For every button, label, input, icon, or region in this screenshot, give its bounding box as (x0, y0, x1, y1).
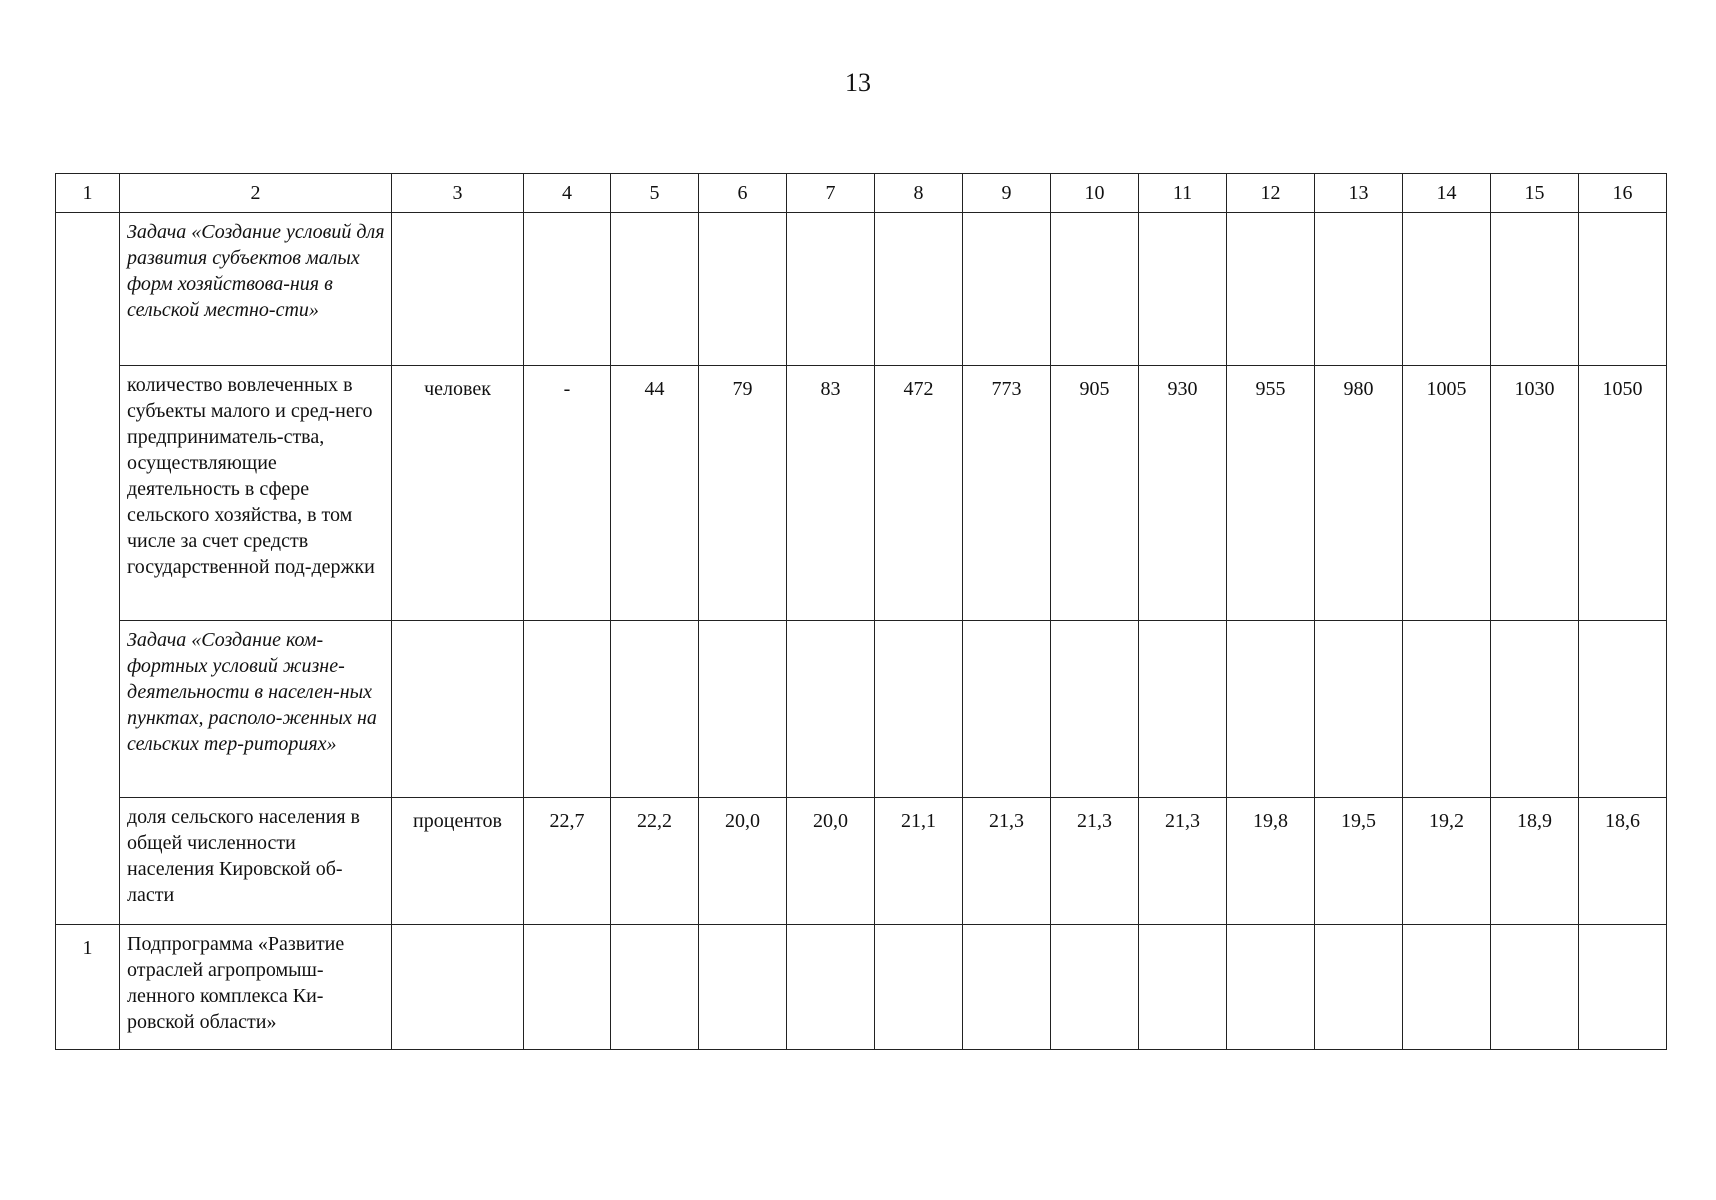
unit-cell (392, 621, 524, 798)
table-row (56, 366, 1667, 621)
value-cell (524, 213, 611, 366)
value-cell: 1030 (1491, 366, 1579, 621)
value-cell: 21,1 (875, 798, 963, 925)
value-cell: 1050 (1579, 366, 1667, 621)
value-cell (787, 925, 875, 1050)
table-row (56, 213, 1667, 366)
value-cell (1491, 621, 1579, 798)
value-cell: 22,7 (524, 798, 611, 925)
table-header-row (56, 174, 1667, 213)
header-cell: 6 (699, 174, 787, 213)
value-cell (963, 621, 1051, 798)
value-cell (1315, 621, 1403, 798)
row-index-cell (56, 213, 120, 925)
header-cell: 8 (875, 174, 963, 213)
value-cell: 19,5 (1315, 798, 1403, 925)
task-name-cell: Задача «Создание ком-фортных условий жизне-деятельности в населен-ных пунктах, располо-женных на сельских тер-риториях» (120, 621, 392, 798)
subprogram-name-cell: Подпрограмма «Развитие отраслей агропромыш-ленного комплекса Ки-ровской области» (120, 925, 392, 1050)
value-cell (699, 213, 787, 366)
value-cell: 19,2 (1403, 798, 1491, 925)
header-cell: 2 (120, 174, 392, 213)
value-cell (1403, 621, 1491, 798)
value-cell (1051, 925, 1139, 1050)
value-cell: 21,3 (1051, 798, 1139, 925)
value-cell (699, 621, 787, 798)
value-cell (1139, 925, 1227, 1050)
header-cell: 12 (1227, 174, 1315, 213)
value-cell (1139, 213, 1227, 366)
indicator-name-cell: доля сельского населения в общей численности населения Кировской об-ласти (120, 798, 392, 925)
value-cell (875, 925, 963, 1050)
indicator-name-cell: количество вовлеченных в субъекты малого и сред-него предприниматель-ства, осуществляющие деятельность в сфере сельского хозяйства, в том числе за счет средств государственной под-держки (120, 366, 392, 621)
value-cell (1315, 925, 1403, 1050)
unit-cell (392, 213, 524, 366)
value-cell: 905 (1051, 366, 1139, 621)
value-cell (963, 925, 1051, 1050)
header-cell: 10 (1051, 174, 1139, 213)
value-cell: 83 (787, 366, 875, 621)
header-cell: 4 (524, 174, 611, 213)
value-cell: 18,9 (1491, 798, 1579, 925)
value-cell: 20,0 (787, 798, 875, 925)
value-cell: 79 (699, 366, 787, 621)
value-cell (1227, 925, 1315, 1050)
value-cell (963, 213, 1051, 366)
value-cell (1491, 213, 1579, 366)
value-cell: 20,0 (699, 798, 787, 925)
value-cell (611, 621, 699, 798)
value-cell (611, 925, 699, 1050)
header-cell: 15 (1491, 174, 1579, 213)
table-row (56, 925, 1667, 1050)
value-cell: 19,8 (1227, 798, 1315, 925)
header-cell: 16 (1579, 174, 1667, 213)
value-cell: 472 (875, 366, 963, 621)
value-cell (1403, 213, 1491, 366)
value-cell (1579, 213, 1667, 366)
value-cell (1051, 621, 1139, 798)
header-cell: 11 (1139, 174, 1227, 213)
value-cell: - (524, 366, 611, 621)
value-cell (875, 213, 963, 366)
task-name-cell: Задача «Создание условий для развития субъектов малых форм хозяйствова-ния в сельской местно-сти» (120, 213, 392, 366)
value-cell: 773 (963, 366, 1051, 621)
value-cell: 930 (1139, 366, 1227, 621)
value-cell (524, 925, 611, 1050)
unit-cell: человек (392, 366, 524, 621)
value-cell: 21,3 (963, 798, 1051, 925)
value-cell (1227, 621, 1315, 798)
value-cell (875, 621, 963, 798)
value-cell: 955 (1227, 366, 1315, 621)
value-cell (1315, 213, 1403, 366)
page-number: 13 (845, 68, 871, 97)
header-cell: 14 (1403, 174, 1491, 213)
unit-cell (392, 925, 524, 1050)
indicator-table (55, 173, 1667, 1050)
value-cell (1139, 621, 1227, 798)
value-cell (1051, 213, 1139, 366)
value-cell: 980 (1315, 366, 1403, 621)
header-cell: 9 (963, 174, 1051, 213)
value-cell (787, 213, 875, 366)
header-cell: 5 (611, 174, 699, 213)
value-cell (1579, 925, 1667, 1050)
value-cell (524, 621, 611, 798)
value-cell: 18,6 (1579, 798, 1667, 925)
table-row (56, 798, 1667, 925)
header-cell: 1 (56, 174, 120, 213)
row-index-cell: 1 (56, 925, 120, 1050)
value-cell (1403, 925, 1491, 1050)
header-cell: 3 (392, 174, 524, 213)
value-cell: 44 (611, 366, 699, 621)
table-row (56, 621, 1667, 798)
value-cell (1491, 925, 1579, 1050)
value-cell: 22,2 (611, 798, 699, 925)
value-cell: 1005 (1403, 366, 1491, 621)
value-cell (611, 213, 699, 366)
unit-cell: процентов (392, 798, 524, 925)
value-cell (1227, 213, 1315, 366)
header-cell: 7 (787, 174, 875, 213)
value-cell (1579, 621, 1667, 798)
header-cell: 13 (1315, 174, 1403, 213)
value-cell (787, 621, 875, 798)
indicator-table-wrapper (55, 173, 1667, 1050)
value-cell (699, 925, 787, 1050)
value-cell: 21,3 (1139, 798, 1227, 925)
